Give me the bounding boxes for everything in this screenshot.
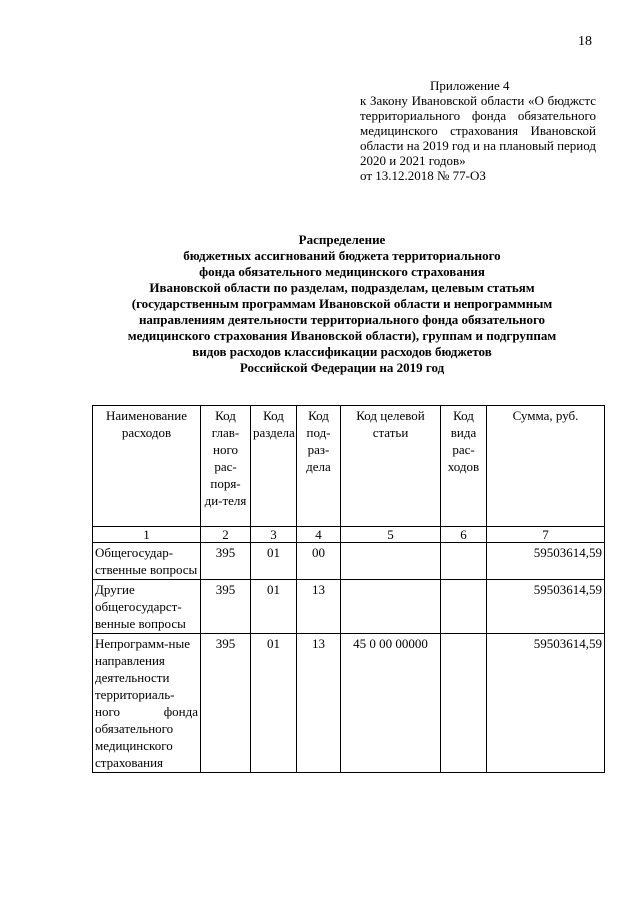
heading-line: видов расходов классификации расходов бюджетов	[192, 344, 492, 359]
heading-line: бюджетных ассигнований бюджета территориального	[183, 248, 501, 263]
heading-line: Российской Федерации на 2019 год	[239, 360, 445, 375]
heading-line: медицинского страхования Ивановской области), группам и подгруппам	[127, 328, 557, 343]
amount-cell: 59503614,59	[487, 543, 605, 580]
table-row	[93, 543, 605, 580]
column-number: 4	[297, 527, 341, 543]
target-article-cell	[341, 580, 441, 634]
subsection-code-cell: 13	[297, 580, 341, 634]
appendix-block	[360, 78, 596, 183]
header-admin-code: Код глав-ного рас-поря-ди-теля	[201, 406, 251, 527]
document-heading	[82, 232, 602, 376]
admin-code-cell: 395	[201, 634, 251, 773]
admin-code-cell: 395	[201, 580, 251, 634]
expense-type-cell	[441, 580, 487, 634]
header-target-article-code: Код целевой статьи	[341, 406, 441, 527]
column-number: 1	[93, 527, 201, 543]
amount-cell: 59503614,59	[487, 580, 605, 634]
appendix-title: Приложение 4	[430, 78, 510, 93]
expense-name-cell: Общегосудар-ственные вопросы	[93, 543, 201, 580]
heading-line: Распределение	[298, 232, 386, 247]
appendix-date-line: от 13.12.2018 № 77-ОЗ	[360, 168, 486, 183]
appendix-law-text: к Закону Ивановской области «О бюджстс территориального фонда обязательного медицинского страхования Ивановской области на 2019 год и на плановый период 2020 и 2021 годов»	[360, 93, 596, 168]
header-expense-name: Наименование расходов	[93, 406, 201, 527]
page-number: 18	[578, 34, 592, 49]
heading-line: фонда обязательного медицинского страхования	[199, 264, 485, 279]
expense-type-cell	[441, 543, 487, 580]
heading-line: (государственным программам Ивановской области и непрограммным	[131, 296, 553, 311]
column-number-row	[93, 527, 605, 543]
expense-name-cell: Непрограмм-ные направления деятельности территориаль-ного фонда обязательного медицинского страхования	[93, 634, 201, 773]
column-number: 6	[441, 527, 487, 543]
table-row	[93, 580, 605, 634]
target-article-cell	[341, 543, 441, 580]
expense-type-cell	[441, 634, 487, 773]
subsection-code-cell: 13	[297, 634, 341, 773]
subsection-code-cell: 00	[297, 543, 341, 580]
budget-allocation-table	[92, 405, 605, 773]
header-amount: Сумма, руб.	[487, 406, 605, 527]
heading-line: Ивановской области по разделам, подразделам, целевым статьям	[149, 280, 535, 295]
table-row	[93, 634, 605, 773]
column-number: 5	[341, 527, 441, 543]
admin-code-cell: 395	[201, 543, 251, 580]
header-expense-type-code: Код вида рас-ходов	[441, 406, 487, 527]
header-section-code: Код раздела	[251, 406, 297, 527]
target-article-cell: 45 0 00 00000	[341, 634, 441, 773]
header-subsection-code: Код под-раз-дела	[297, 406, 341, 527]
heading-line: направлениям деятельности территориального фонда обязательного	[138, 312, 546, 327]
section-code-cell: 01	[251, 543, 297, 580]
section-code-cell: 01	[251, 580, 297, 634]
column-number: 3	[251, 527, 297, 543]
section-code-cell: 01	[251, 634, 297, 773]
expense-name-cell: Другие общегосударст-венные вопросы	[93, 580, 201, 634]
table-header-row	[93, 406, 605, 527]
amount-cell: 59503614,59	[487, 634, 605, 773]
column-number: 2	[201, 527, 251, 543]
column-number: 7	[487, 527, 605, 543]
